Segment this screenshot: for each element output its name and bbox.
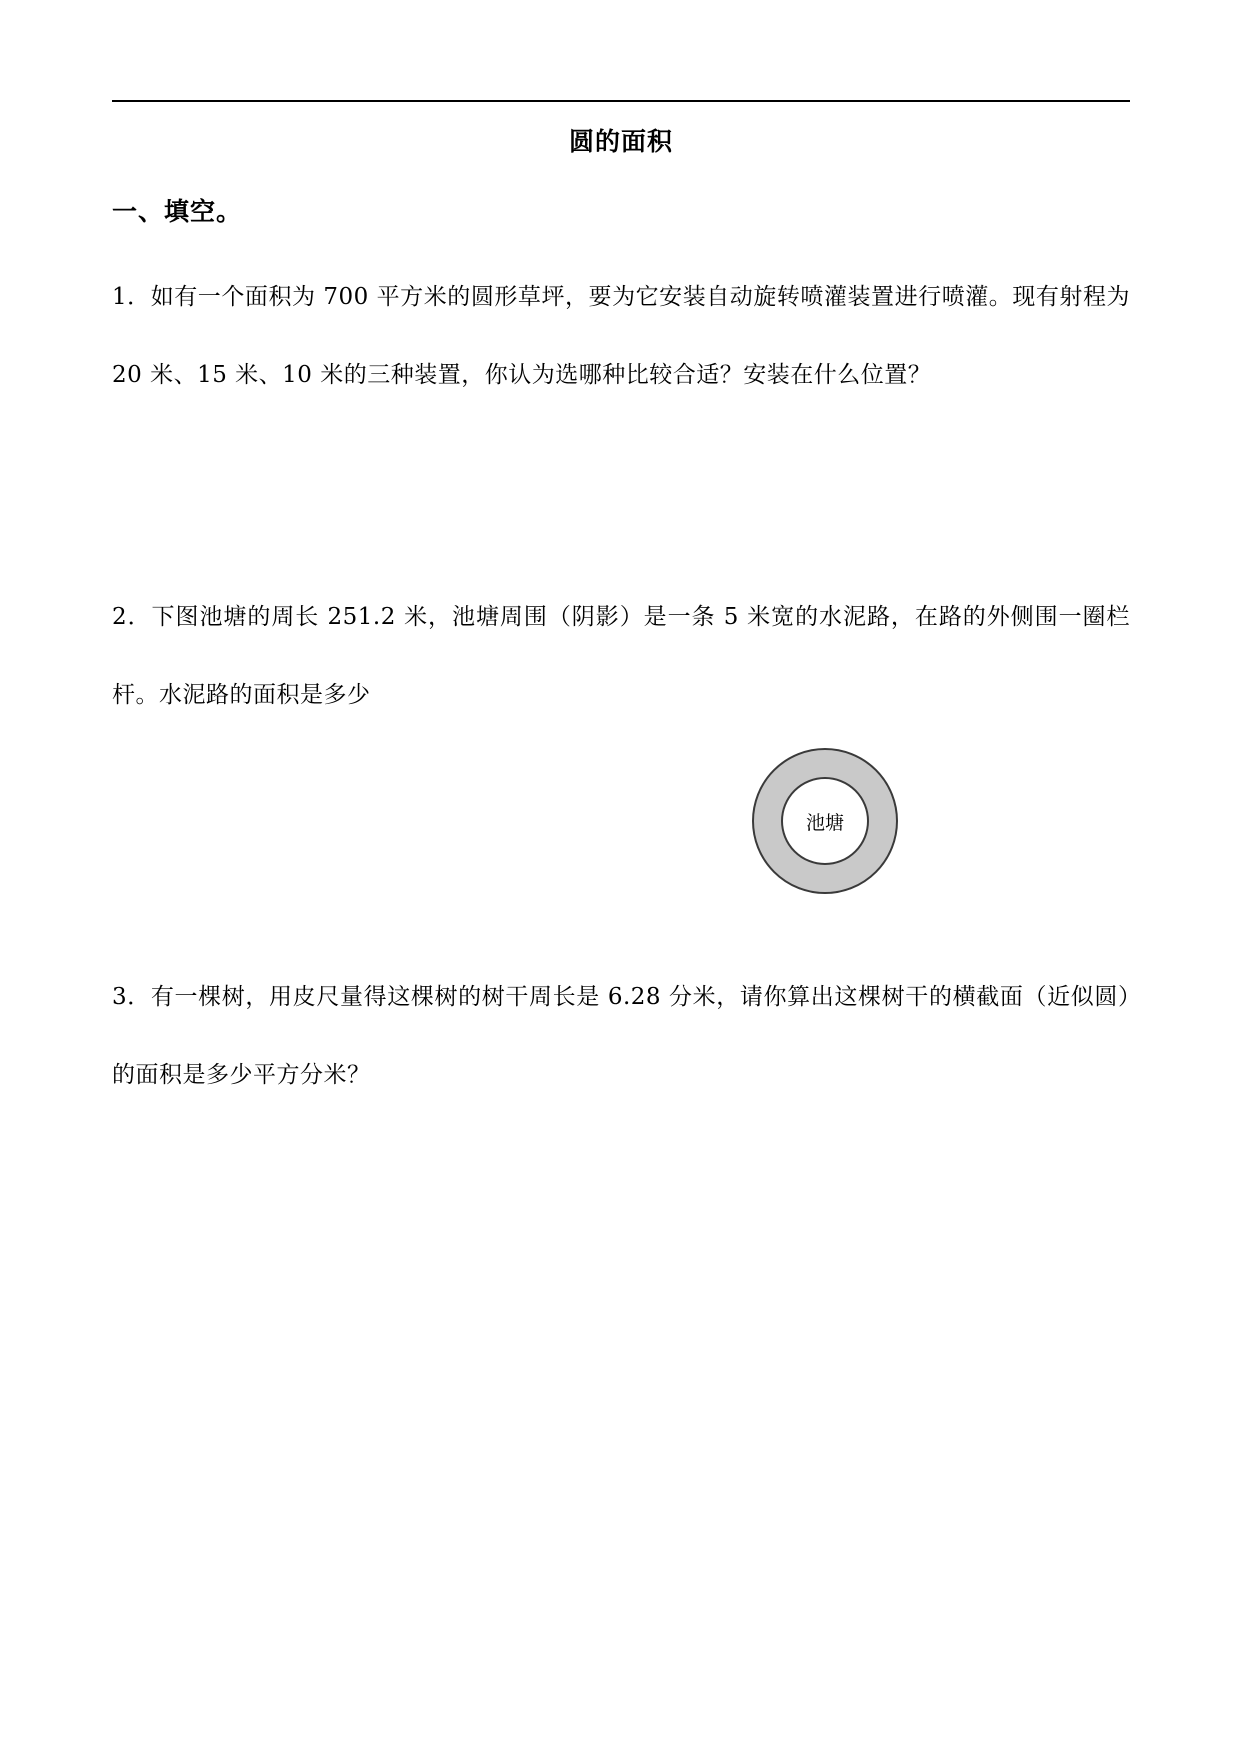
- pond-label: 池塘: [805, 811, 844, 834]
- question-1: 1．如有一个面积为 700 平方米的圆形草坪，要为它安装自动旋转喷灌装置进行喷灌。现有射程为 20 米、15 米、10 米的三种装置，你认为选哪种比较合适？安装在什么位置？: [112, 284, 1130, 388]
- question-3: 3．有一棵树，用皮尺量得这棵树的树干周长是 6.28 分米，请你算出这棵树干的横截面（近似圆）的面积是多少平方分米？: [112, 984, 1130, 1088]
- annulus-pond-diagram: [752, 748, 902, 898]
- page-title: 圆的面积: [568, 127, 673, 156]
- question-2: 2．下图池塘的周长 251.2 米，池塘周围（阴影）是一条 5 米宽的水泥路，在路的外侧围一圈栏杆。水泥路的面积是多少: [112, 604, 1130, 708]
- section-heading: 一、填空。: [112, 197, 243, 226]
- header-divider: [112, 100, 1130, 102]
